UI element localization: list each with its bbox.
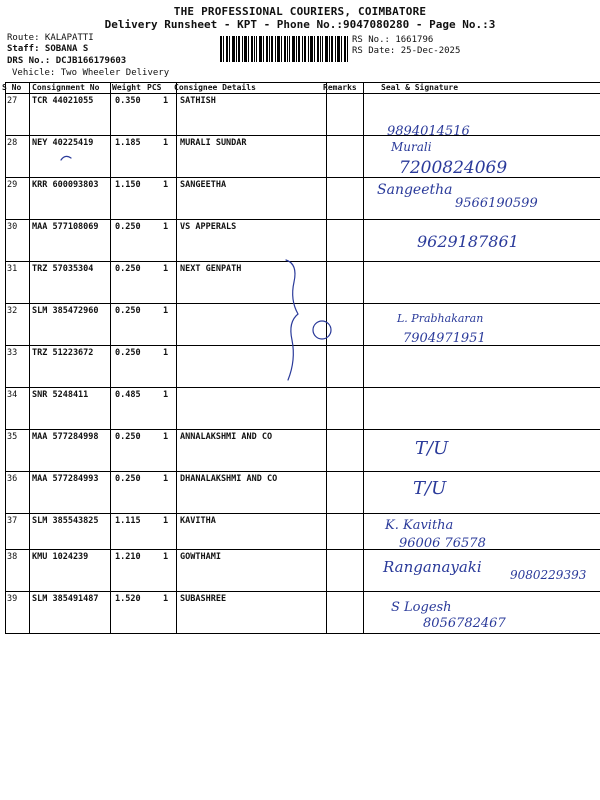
row-sno: 35 bbox=[7, 432, 18, 442]
row-consignee: SANGEETHA bbox=[180, 180, 227, 190]
row-pcs: 1 bbox=[163, 306, 169, 316]
hw-r30: 9629187861 bbox=[417, 232, 519, 251]
row-sno: 30 bbox=[7, 222, 18, 232]
barcode-image bbox=[220, 36, 348, 62]
row-consignment: MAA 577108069 bbox=[32, 222, 99, 232]
row-consignment: TRZ 51223672 bbox=[32, 348, 94, 358]
row-pcs: 1 bbox=[163, 348, 169, 358]
row-pcs: 1 bbox=[163, 138, 169, 148]
row-consignee: GOWTHAMI bbox=[180, 552, 221, 562]
row-pcs: 1 bbox=[163, 516, 169, 526]
row-consignment: TRZ 57035304 bbox=[32, 264, 94, 274]
hw-r38a: Ranganayaki bbox=[383, 558, 482, 576]
header-consignee: Consignee Details bbox=[174, 83, 256, 92]
row-pcs: 1 bbox=[163, 390, 169, 400]
row-consignee: KAVITHA bbox=[180, 516, 216, 526]
hw-r29b: 9566190599 bbox=[455, 196, 538, 211]
row-consignment: MAA 577284998 bbox=[32, 432, 99, 442]
row-weight: 0.250 bbox=[115, 348, 141, 358]
row-weight: 0.250 bbox=[115, 474, 141, 484]
row-pcs: 1 bbox=[163, 264, 169, 274]
vehicle-label: Vehicle: Two Wheeler Delivery bbox=[12, 68, 170, 78]
row-sno: 32 bbox=[7, 306, 18, 316]
row-consignment: TCR 44021055 bbox=[32, 96, 94, 106]
row-consignment: SNR 5248411 bbox=[32, 390, 89, 400]
hw-r37a: K. Kavitha bbox=[385, 518, 454, 533]
header-consignment: Consignment No bbox=[32, 83, 100, 92]
row-weight: 1.150 bbox=[115, 180, 141, 190]
header-signature: Seal & Signature bbox=[381, 83, 459, 92]
header-pcs: PCS bbox=[147, 83, 162, 92]
hw-r28b: 7200824069 bbox=[399, 158, 508, 178]
row-sno: 27 bbox=[7, 96, 18, 106]
row-pcs: 1 bbox=[163, 594, 169, 604]
row-sno: 39 bbox=[7, 594, 18, 604]
route-label: Route: KALAPATTI bbox=[7, 33, 94, 43]
hw-r39b: 8056782467 bbox=[423, 616, 506, 631]
row-consignment: SLM 385491487 bbox=[32, 594, 99, 604]
hw-r28a: Murali bbox=[391, 140, 432, 154]
row-weight: 1.520 bbox=[115, 594, 141, 604]
row-weight: 0.350 bbox=[115, 96, 141, 106]
runsheet-subtitle: Delivery Runsheet - KPT - Phone No.:9047080280 - Page No.:3 bbox=[104, 18, 496, 31]
row-consignee: DHANALAKSHMI AND CO bbox=[180, 474, 278, 484]
row-pcs: 1 bbox=[163, 432, 169, 442]
row-pcs: 1 bbox=[163, 180, 169, 190]
row-sno: 34 bbox=[7, 390, 18, 400]
row-pcs: 1 bbox=[163, 96, 169, 106]
row-consignee: VS APPERALS bbox=[180, 222, 237, 232]
hw-r37b: 96006 76578 bbox=[399, 536, 486, 551]
row-weight: 0.250 bbox=[115, 432, 141, 442]
row-consignee: SATHISH bbox=[180, 96, 216, 106]
hw-r35: T/U bbox=[415, 438, 449, 459]
row-weight: 1.210 bbox=[115, 552, 141, 562]
row-consignee: ANNALAKSHMI AND CO bbox=[180, 432, 273, 442]
rs-date: RS Date: 25-Dec-2025 bbox=[352, 46, 461, 56]
row-consignee: MURALI SUNDAR bbox=[180, 138, 247, 148]
hw-r38b: 9080229393 bbox=[510, 568, 587, 582]
row-weight: 0.250 bbox=[115, 222, 141, 232]
row-sno: 38 bbox=[7, 552, 18, 562]
row-consignment: KRR 600093803 bbox=[32, 180, 99, 190]
row-consignment: SLM 385472960 bbox=[32, 306, 99, 316]
row-sno: 29 bbox=[7, 180, 18, 190]
row-sno: 36 bbox=[7, 474, 18, 484]
row-consignment: KMU 1024239 bbox=[32, 552, 89, 562]
hw-r36: T/U bbox=[413, 478, 447, 499]
hw-r32a: L. Prabhakaran bbox=[397, 312, 484, 325]
table-grid-lines bbox=[5, 82, 600, 634]
hw-r29a: Sangeetha bbox=[377, 182, 453, 198]
staff-label: Staff: SOBANA S bbox=[7, 44, 89, 54]
row-pcs: 1 bbox=[163, 222, 169, 232]
row-consignee: SUBASHREE bbox=[180, 594, 227, 604]
row-pcs: 1 bbox=[163, 474, 169, 484]
header-remarks: Remarks bbox=[323, 83, 357, 92]
drs-label: DRS No.: DCJB166179603 bbox=[7, 56, 127, 66]
row-sno: 31 bbox=[7, 264, 18, 274]
rs-number: RS No.: 1661796 bbox=[352, 35, 434, 45]
row-weight: 0.250 bbox=[115, 264, 141, 274]
row-weight: 0.250 bbox=[115, 306, 141, 316]
row-sno: 28 bbox=[7, 138, 18, 148]
row-sno: 37 bbox=[7, 516, 18, 526]
row-weight: 0.485 bbox=[115, 390, 141, 400]
runsheet-table bbox=[2, 82, 600, 634]
row-weight: 1.185 bbox=[115, 138, 141, 148]
hw-r27: 9894014516 bbox=[387, 124, 470, 139]
hw-r39a: S Logesh bbox=[391, 600, 452, 615]
row-consignee: NEXT GENPATH bbox=[180, 264, 242, 274]
row-weight: 1.115 bbox=[115, 516, 141, 526]
row-sno: 33 bbox=[7, 348, 18, 358]
row-pcs: 1 bbox=[163, 552, 169, 562]
row-consignment: SLM 385543825 bbox=[32, 516, 99, 526]
header-weight: Weight bbox=[112, 83, 141, 92]
company-title: THE PROFESSIONAL COURIERS, COIMBATORE bbox=[173, 5, 427, 18]
hw-r32b: 7904971951 bbox=[403, 331, 486, 346]
header-sno: S No bbox=[2, 83, 22, 92]
row-consignment: NEY 40225419 bbox=[32, 138, 94, 148]
row-consignment: MAA 577284993 bbox=[32, 474, 99, 484]
